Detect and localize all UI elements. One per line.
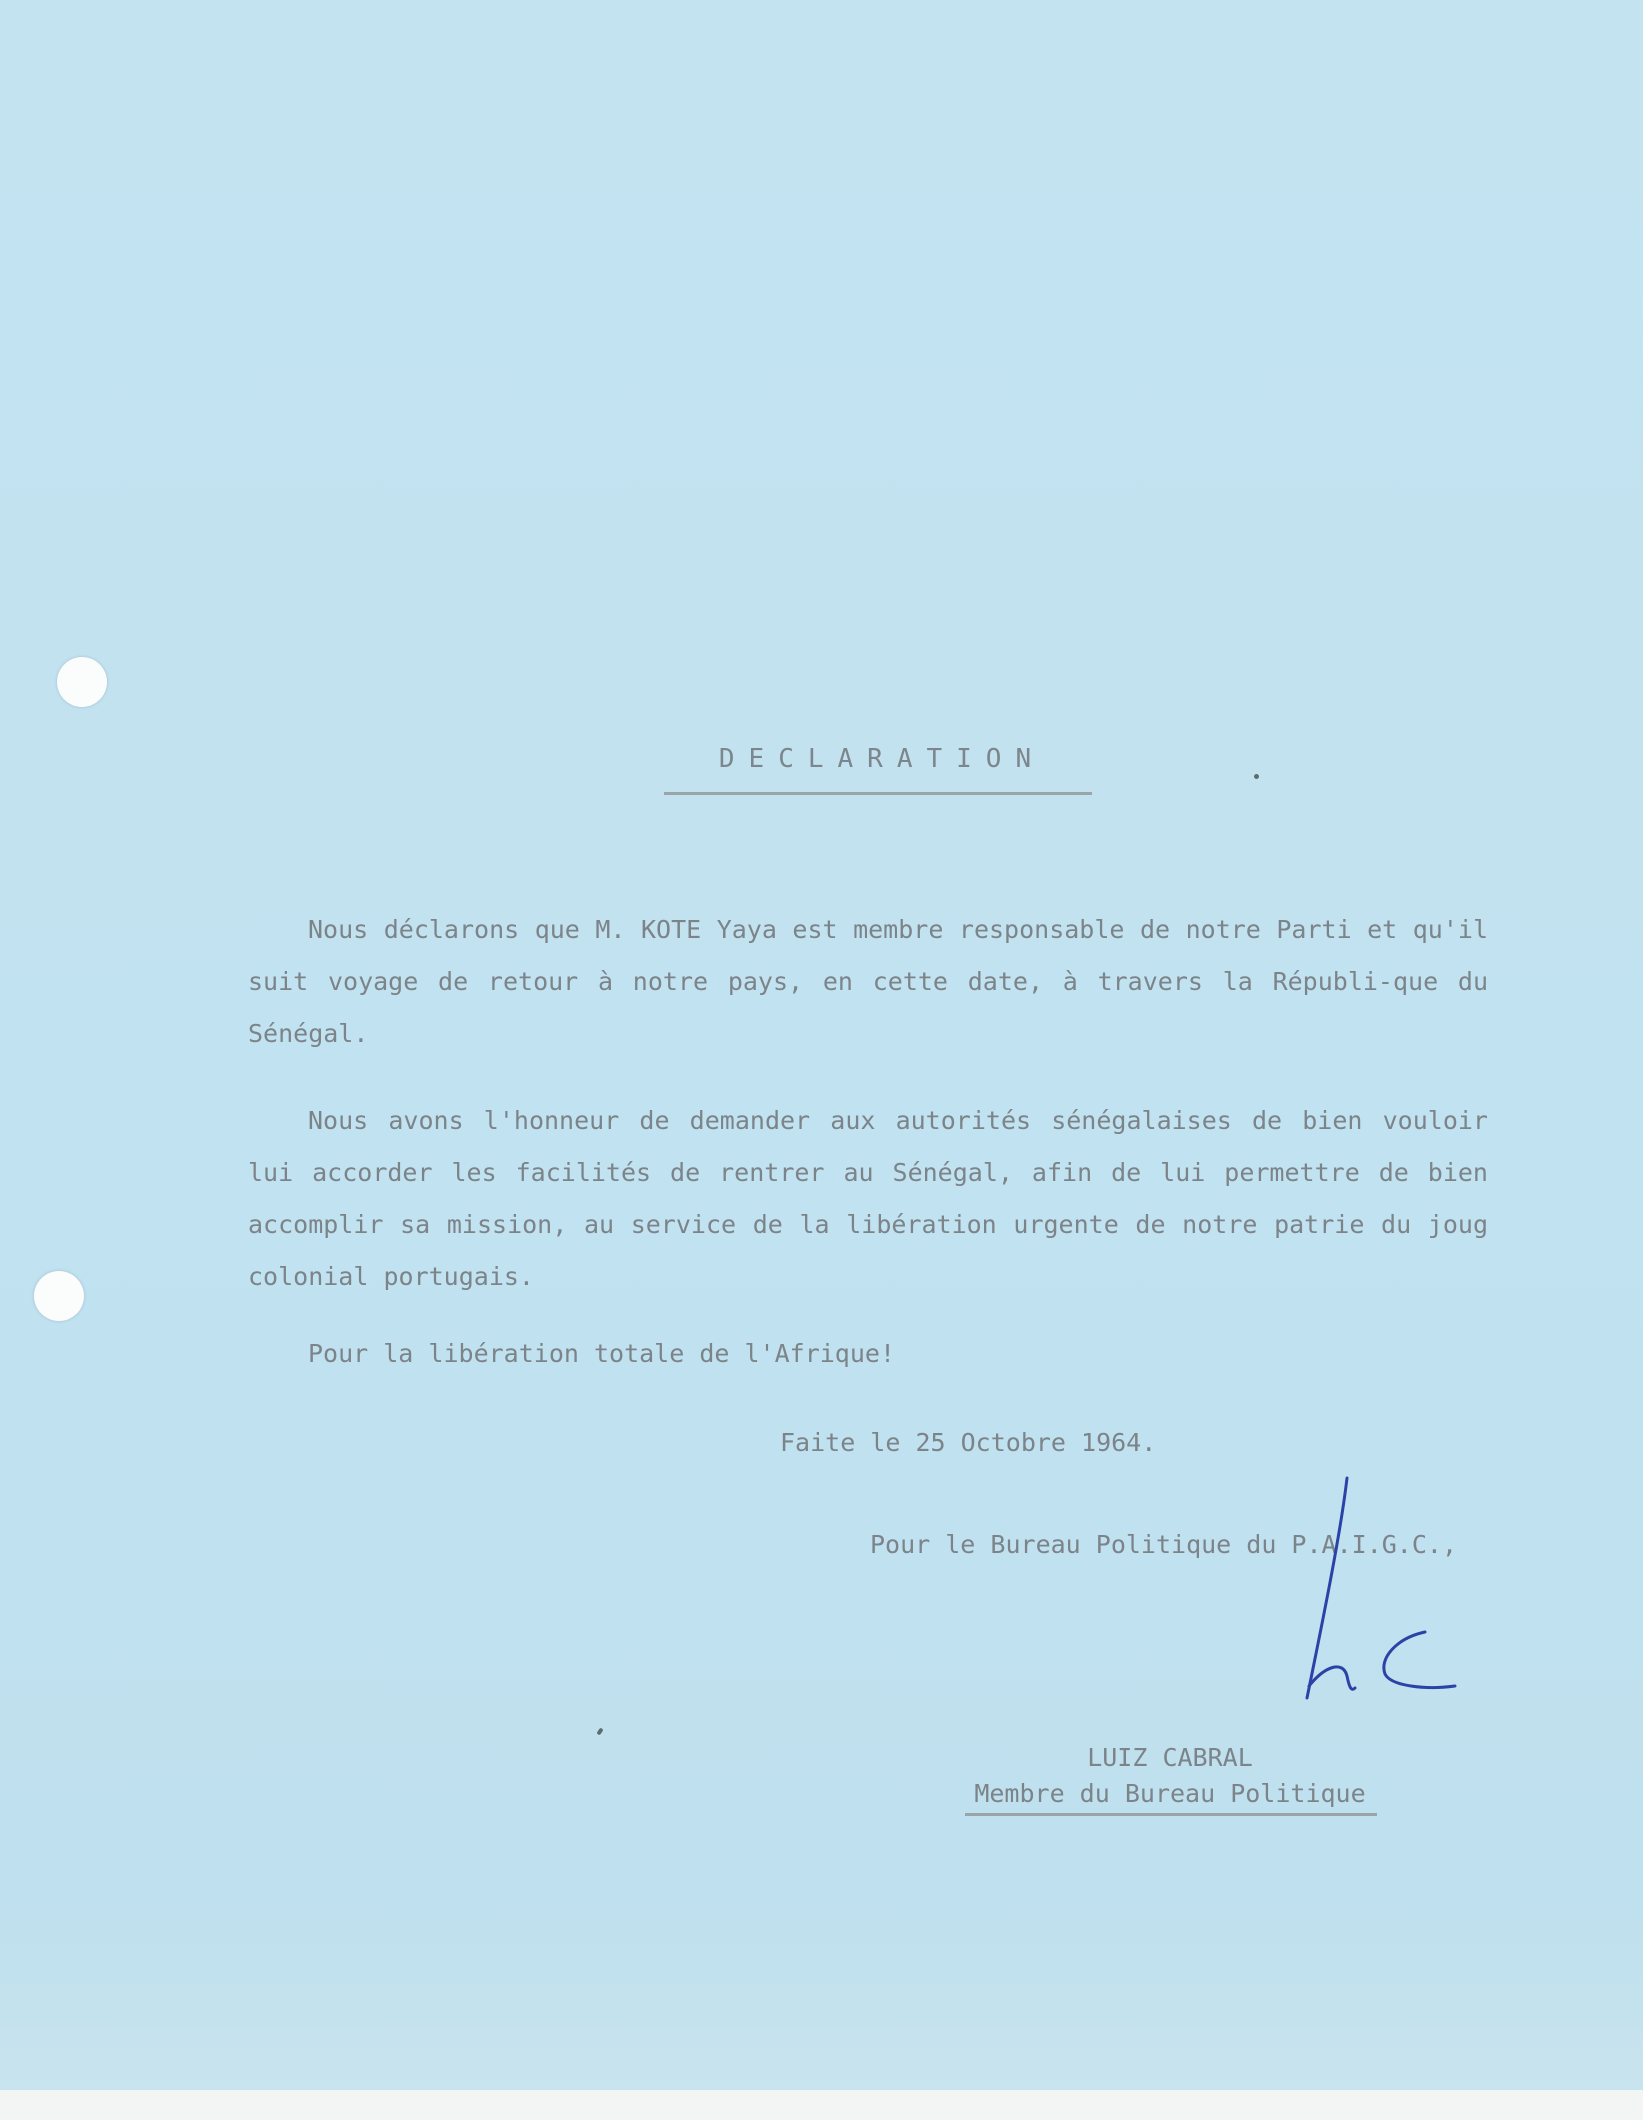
paragraph-declaration: Nous déclarons que M. KOTE Yaya est membre responsable de notre Parti et qu'il suit voyage de retour à notre pays, en cette date, à travers la Républi-que du Sénégal. bbox=[248, 915, 1488, 1048]
handwritten-signature bbox=[1285, 1470, 1465, 1710]
title-underline bbox=[664, 792, 1092, 795]
punch-hole-top bbox=[57, 657, 107, 707]
ink-speck bbox=[1254, 774, 1259, 779]
punch-hole-bottom bbox=[34, 1271, 84, 1321]
signatory-underline bbox=[965, 1813, 1377, 1816]
signatory-name: LUIZ CABRAL bbox=[1087, 1743, 1253, 1772]
paragraph-request: Nous avons l'honneur de demander aux autorités sénégalaises de bien vouloir lui accorder les facilités de rentrer au Sénégal, afin de lui permettre de bien accomplir sa mission, au service de la libération urgente de notre patrie du joug colonial portugais. bbox=[248, 1106, 1488, 1291]
signatory-role: Membre du Bureau Politique bbox=[974, 1779, 1366, 1808]
ink-speck bbox=[596, 1727, 603, 1735]
paper-edge bbox=[0, 2090, 1643, 2120]
bureau-line: Pour le Bureau Politique du P.A.I.G.C., bbox=[870, 1530, 1457, 1559]
date-line: Faite le 25 Octobre 1964. bbox=[780, 1428, 1157, 1457]
paragraph-slogan: Pour la libération totale de l'Afrique! bbox=[308, 1339, 895, 1368]
document-title: DECLARATION bbox=[718, 744, 1046, 774]
